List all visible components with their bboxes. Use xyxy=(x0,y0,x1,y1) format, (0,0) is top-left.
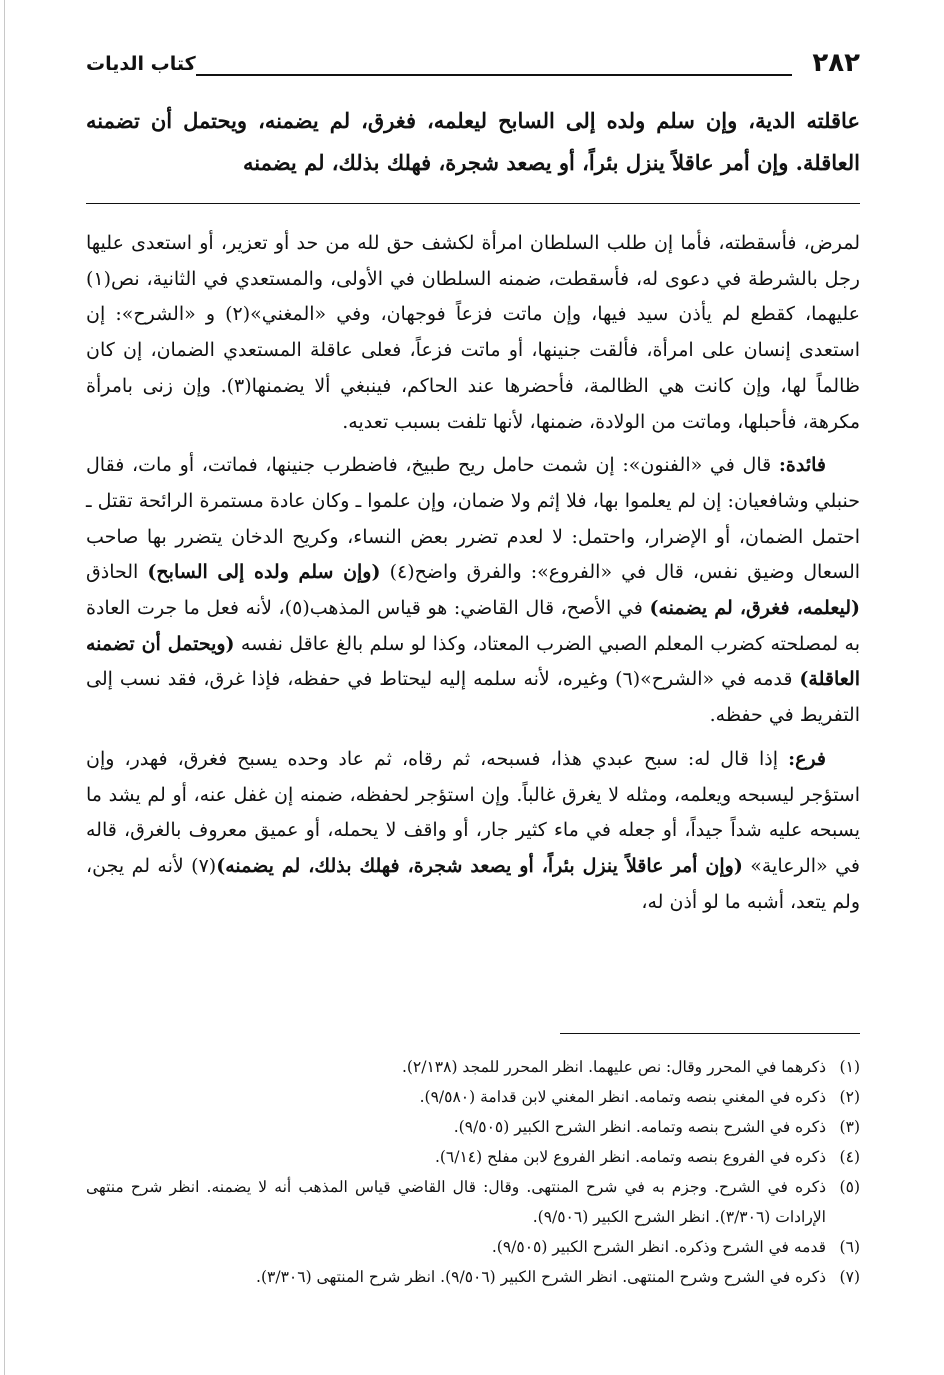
footnote xyxy=(86,1112,860,1142)
footnote-number: (٤) xyxy=(839,1148,860,1166)
footnote-text: قدمه في الشرح وذكره. انظر الشرح الكبير (٩/٥٠٥). xyxy=(491,1238,826,1256)
p2-text-3: في الأصح، قال القاضي: هو قياس المذهب(٥)، لأنه فعل ما جرت العادة به لمصلحته كضرب المعلم الصبي الضرب المعتاد، وكذا لو سلم بالغ عاقل نفسه xyxy=(86,597,860,655)
footnote xyxy=(86,1142,860,1172)
header-rule xyxy=(196,74,792,76)
far-label: فرع: xyxy=(788,747,826,770)
footnote-number: (٧) xyxy=(839,1268,860,1286)
footnote-number: (٥) xyxy=(839,1178,860,1196)
footnotes xyxy=(86,1052,860,1292)
commentary-paragraph-3 xyxy=(86,742,860,921)
footnote-text: ذكره في المغني بنصه وتمامه. انظر المغني لابن قدامة (٩/٥٨٠). xyxy=(419,1088,826,1106)
p3-text-2: (٧) لأنه لم يجن، ولم يتعد، أشبه ما لو أذن له، xyxy=(86,854,860,913)
footnote xyxy=(86,1172,860,1232)
p2-text-2: الحاذق xyxy=(86,561,148,584)
commentary-paragraph-2 xyxy=(86,448,860,734)
footnote-text: ذكرهما في المحرر وقال: نص عليهما. انظر المحرر للمجد (٢/١٣٨). xyxy=(401,1058,826,1076)
footnote-text: ذكره في الفروع بنصه وتمامه. انظر الفروع لابن مفلح (٦/١٤). xyxy=(434,1148,826,1166)
footnote-text: ذكره في الشرح. وجزم به في شرح المنتهى. وقال: قال القاضي قياس المذهب أنه لا يضمنه. انظر شرح منتهى الإرادات (٣/٣٠٦). انظر الشرح الكبير (٩/٥٠٦). xyxy=(86,1178,826,1226)
footnote-rule xyxy=(560,1033,860,1034)
p2-text-1: قال في «الفنون»: إن شمت حامل ريح طبيخ، فاضطرب جنينها، فماتت، أو مات، فقال حنبلي وشافعيان: إن لم يعلموا بها، فلا إثم ولا ضمان، وإن علموا ـ وكان عادة مستمرة الرائحة تقتل ـ احتمل الضمان، أو الإضرار، واحتمل: لا لعدم تضرر بعض النساء، وكريح الدخان يتضرر بها صاحب السعال وضيق نفس، قال في «الفروع»: والفرق واضح(٤) xyxy=(86,454,861,584)
footnote-text: ذكره في الشرح وشرح المنتهى. انظر الشرح الكبير (٩/٥٠٦). انظر شرح المنتهى (٣/٣٠٦). xyxy=(256,1268,826,1286)
faida-label: فائدة: xyxy=(778,454,826,477)
main-text-divider xyxy=(86,203,860,204)
p3-text-1: إذا قال له: سبح عبدي هذا، فسبحه، ثم رقاه، ثم عاد وحده يسبح فغرق، فهدر، وإن استؤجر ليسبحه ويعلمه، ومثله لا يغرق غالباً. وإن استؤجر لحفظه، ضمنه إن غفل عنه، أو لم يشد ما يسبحه عليه شداً جيداً، أو جعله في ماء كثير جار، أو واقف لا يحمله، أو عميق معروف بالغرق، قاله في «الرعاية» xyxy=(86,747,860,877)
footnote xyxy=(86,1262,860,1292)
p2-quote-1: (وإن سلم ولده إلى السابح) xyxy=(147,561,381,584)
p2-quote-3: (ويحتمل أن تضمنه العاقلة) xyxy=(86,632,860,691)
footnote xyxy=(86,1232,860,1262)
commentary xyxy=(86,226,860,928)
footnote-number: (١) xyxy=(839,1058,860,1076)
p2-text-4: قدمه في «الشرح»(٦) وغيره، لأنه سلمه إليه ليحتاط في حفظه، فإذا غرق، فقد نسب إلى التفريط في حفظه. xyxy=(86,668,860,727)
p3-quote-1: (وإن أمر عاقلاً ينزل بئراً، أو يصعد شجرة، فهلك بذلك، لم يضمنه) xyxy=(216,854,743,877)
main-text-paragraph: عاقلته الدية، وإن سلم ولده إلى السابح ليعلمه، فغرق، لم يضمنه، ويحتمل أن تضمنه العاقلة. وإن أمر عاقلاً ينزل بئراً، أو يصعد شجرة، فهلك بذلك، لم يضمنه xyxy=(86,108,860,175)
page-header xyxy=(86,46,860,82)
footnote-number: (٣) xyxy=(839,1118,860,1136)
main-text xyxy=(86,100,860,184)
p2-quote-2: (ليعلمه، فغرق، لم يضمنه) xyxy=(649,597,860,620)
commentary-paragraph-1: لمرض، فأسقطته، فأما إن طلب السلطان امرأة لكشف حق لله من حد أو تعزير، أو استعدى عليها رجل بالشرطة في دعوى له، فأسقطت، ضمنه السلطان في الأولى، والمستعدي في الثانية، نص(١) عليهما، كقطع لم يأذن سيد فيها، وإن ماتت فزعاً فوجهان، وفي «المغني»(٢) و «الشرح»: إن استعدى إنسان على امرأة، فألقت جنينها، أو ماتت فزعاً، فعلى عاقلة المستعدي الضمان، إن كان ظالماً لها، وإن كانت هي الظالمة، فأحضرها عند الحاكم، فينبغي ألا يضمنها(٣). وإن زنى بامرأة مكرهة، فأحبلها، وماتت من الولادة، ضمنها، لأنها تلفت بسبب تعديه. xyxy=(86,232,861,433)
footnote-number: (٢) xyxy=(839,1088,860,1106)
footnote xyxy=(86,1082,860,1112)
footnote-text: ذكره في الشرح بنصه وتمامه. انظر الشرح الكبير (٩/٥٠٥). xyxy=(453,1118,826,1136)
page-number: ٢٨٢ xyxy=(812,48,860,78)
footnote xyxy=(86,1052,860,1082)
scan-edge xyxy=(4,0,5,1375)
running-title: كتاب الديات xyxy=(86,53,196,75)
footnote-number: (٦) xyxy=(839,1238,860,1256)
